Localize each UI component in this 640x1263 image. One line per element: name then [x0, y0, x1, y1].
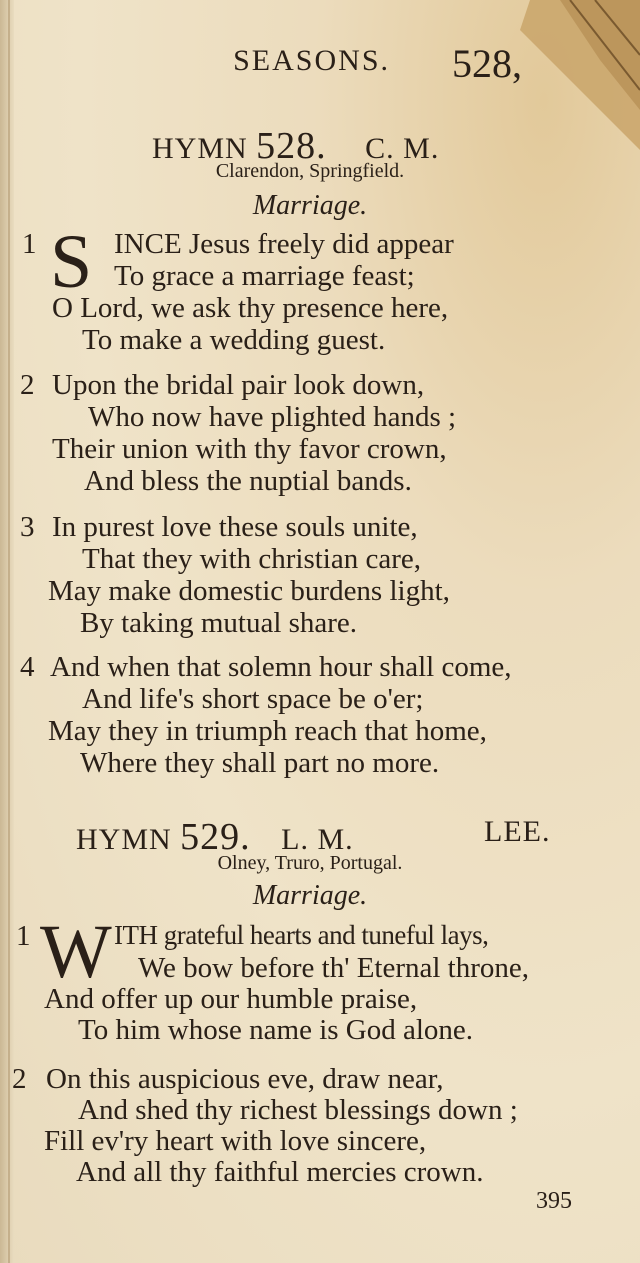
- hymn-528-subject: Marriage.: [252, 190, 368, 221]
- verse-line: To make a wedding guest.: [82, 324, 386, 356]
- verse-line: Who now have plighted hands ;: [88, 401, 457, 433]
- hymn-label: HYMN: [152, 132, 248, 165]
- verse-line: And when that solemn hour shall come,: [50, 651, 512, 683]
- hymn-number: 528.: [256, 125, 327, 167]
- verse-number: 1: [16, 920, 31, 952]
- verse-line: And life's short space be o'er;: [82, 683, 424, 715]
- hymn-label: HYMN: [76, 823, 172, 856]
- drop-cap: W: [40, 910, 112, 994]
- verse-line: May make domestic burdens light,: [48, 575, 450, 607]
- hymn-529-tunes: Olney, Truro, Portugal.: [217, 852, 403, 874]
- verse-line: And shed thy richest blessings down ;: [78, 1094, 518, 1126]
- verse-number: 2: [20, 369, 35, 401]
- hymn-529-author: LEE.: [484, 815, 551, 848]
- hymn-meter: L. M.: [281, 823, 354, 856]
- verse-line: Upon the bridal pair look down,: [52, 369, 425, 401]
- verse-line: May they in triumph reach that home,: [48, 715, 487, 747]
- verse-line: To grace a marriage feast;: [114, 260, 415, 292]
- drop-cap: S: [50, 220, 93, 304]
- verse-number: 1: [22, 228, 37, 260]
- verse-line: That they with christian care,: [82, 543, 422, 575]
- hymn-528-tunes: Clarendon, Springfield.: [215, 160, 405, 182]
- verse-line: Their union with thy favor crown,: [52, 433, 447, 465]
- verse-line: ITH grateful hearts and tuneful lays,: [114, 920, 489, 950]
- verse-line: O Lord, we ask thy presence here,: [52, 292, 449, 324]
- hymn-529-subject: Marriage.: [252, 880, 368, 911]
- verse-number: 3: [20, 511, 35, 543]
- verse-line: And bless the nuptial bands.: [84, 465, 412, 497]
- verse-line: To him whose name is God alone.: [78, 1014, 474, 1046]
- verse-line: Fill ev'ry heart with love sincere,: [44, 1125, 427, 1157]
- running-head-number: 528,: [452, 41, 522, 86]
- running-head-title: SEASONS.: [233, 44, 390, 77]
- verse-line: In purest love these souls unite,: [52, 511, 418, 543]
- verse-line: And offer up our humble praise,: [44, 983, 418, 1015]
- verse-line: INCE Jesus freely did appear: [114, 228, 454, 260]
- verse-number: 2: [12, 1063, 27, 1095]
- page-number: 395: [536, 1188, 572, 1214]
- verse-line: Where they shall part no more.: [80, 747, 440, 779]
- hymn-meter: C. M.: [365, 132, 440, 165]
- verse-line: We bow before th' Eternal throne,: [138, 952, 530, 984]
- verse-line: On this auspicious eve, draw near,: [46, 1063, 444, 1095]
- verse-line: And all thy faithful mercies crown.: [76, 1156, 484, 1188]
- verse-line: By taking mutual share.: [80, 607, 358, 639]
- verse-number: 4: [20, 651, 35, 683]
- hymn-number: 529.: [180, 816, 251, 858]
